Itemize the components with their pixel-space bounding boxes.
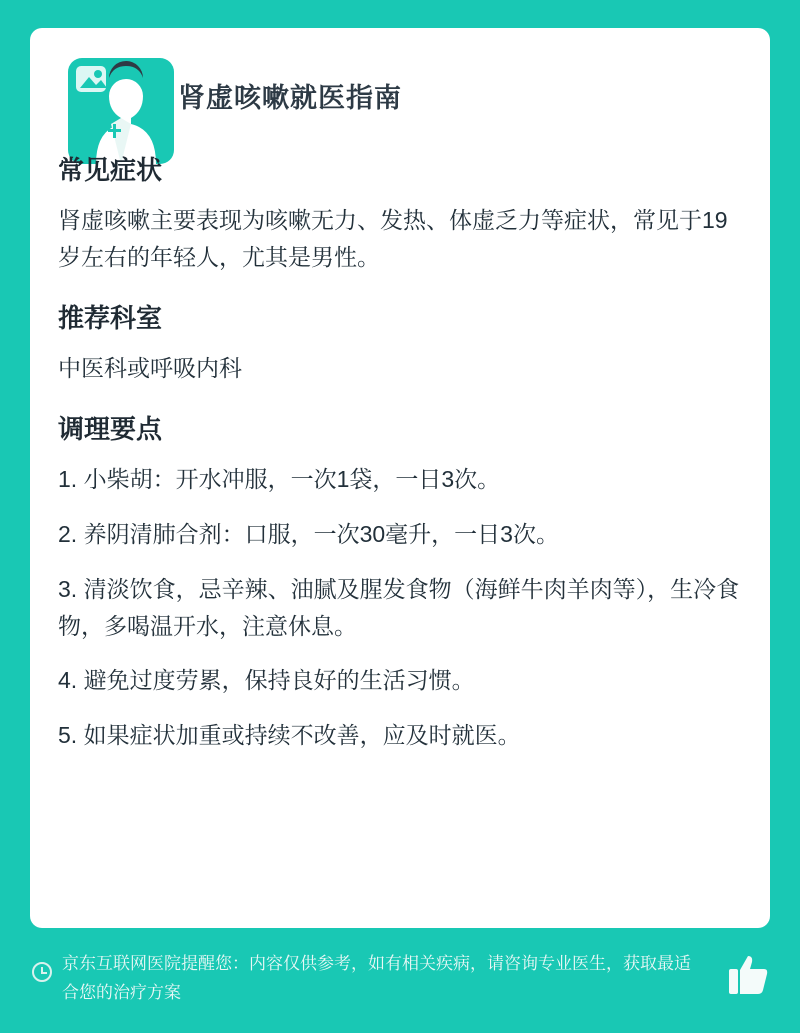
section-heading-symptoms: 常见症状 [58, 155, 163, 185]
footer [0, 940, 800, 1033]
page-title: 肾虚咳嗽就医指南 [178, 83, 402, 113]
list-item: 1. 小柴胡：开水冲服，一次1袋，一日3次。 [58, 466, 501, 493]
thumbs-up-icon[interactable] [728, 952, 770, 996]
tips-list [58, 461, 746, 754]
clock-icon [32, 962, 52, 982]
guide-card [30, 28, 770, 928]
section-heading-tips: 调理要点 [58, 414, 163, 445]
list-item: 5. 如果症状加重或持续不改善，应及时就医。 [58, 722, 521, 749]
footer-disclaimer: 京东互联网医院提醒您：内容仅供参考，如有相关疾病，请咨询专业医生，获取最适合您的治疗方案 [62, 954, 691, 1002]
section-text-department: 中医科或呼吸内科 [58, 355, 242, 382]
list-item: 3. 清淡饮食，忌辛辣、油腻及腥发食物（海鲜牛肉羊肉等），生冷食物，多喝温开水，注意休息。 [58, 575, 740, 639]
list-item: 2. 养阴清肺合剂：口服，一次30毫升，一日3次。 [58, 520, 559, 547]
list-item: 4. 避免过度劳累，保持良好的生活习惯。 [58, 667, 475, 694]
guide-content [58, 146, 746, 772]
section-heading-department: 推荐科室 [58, 303, 163, 334]
section-text-symptoms: 肾虚咳嗽主要表现为咳嗽无力、发热、体虚乏力等症状，常见于19岁左右的年轻人，尤其是男性。 [58, 206, 728, 271]
